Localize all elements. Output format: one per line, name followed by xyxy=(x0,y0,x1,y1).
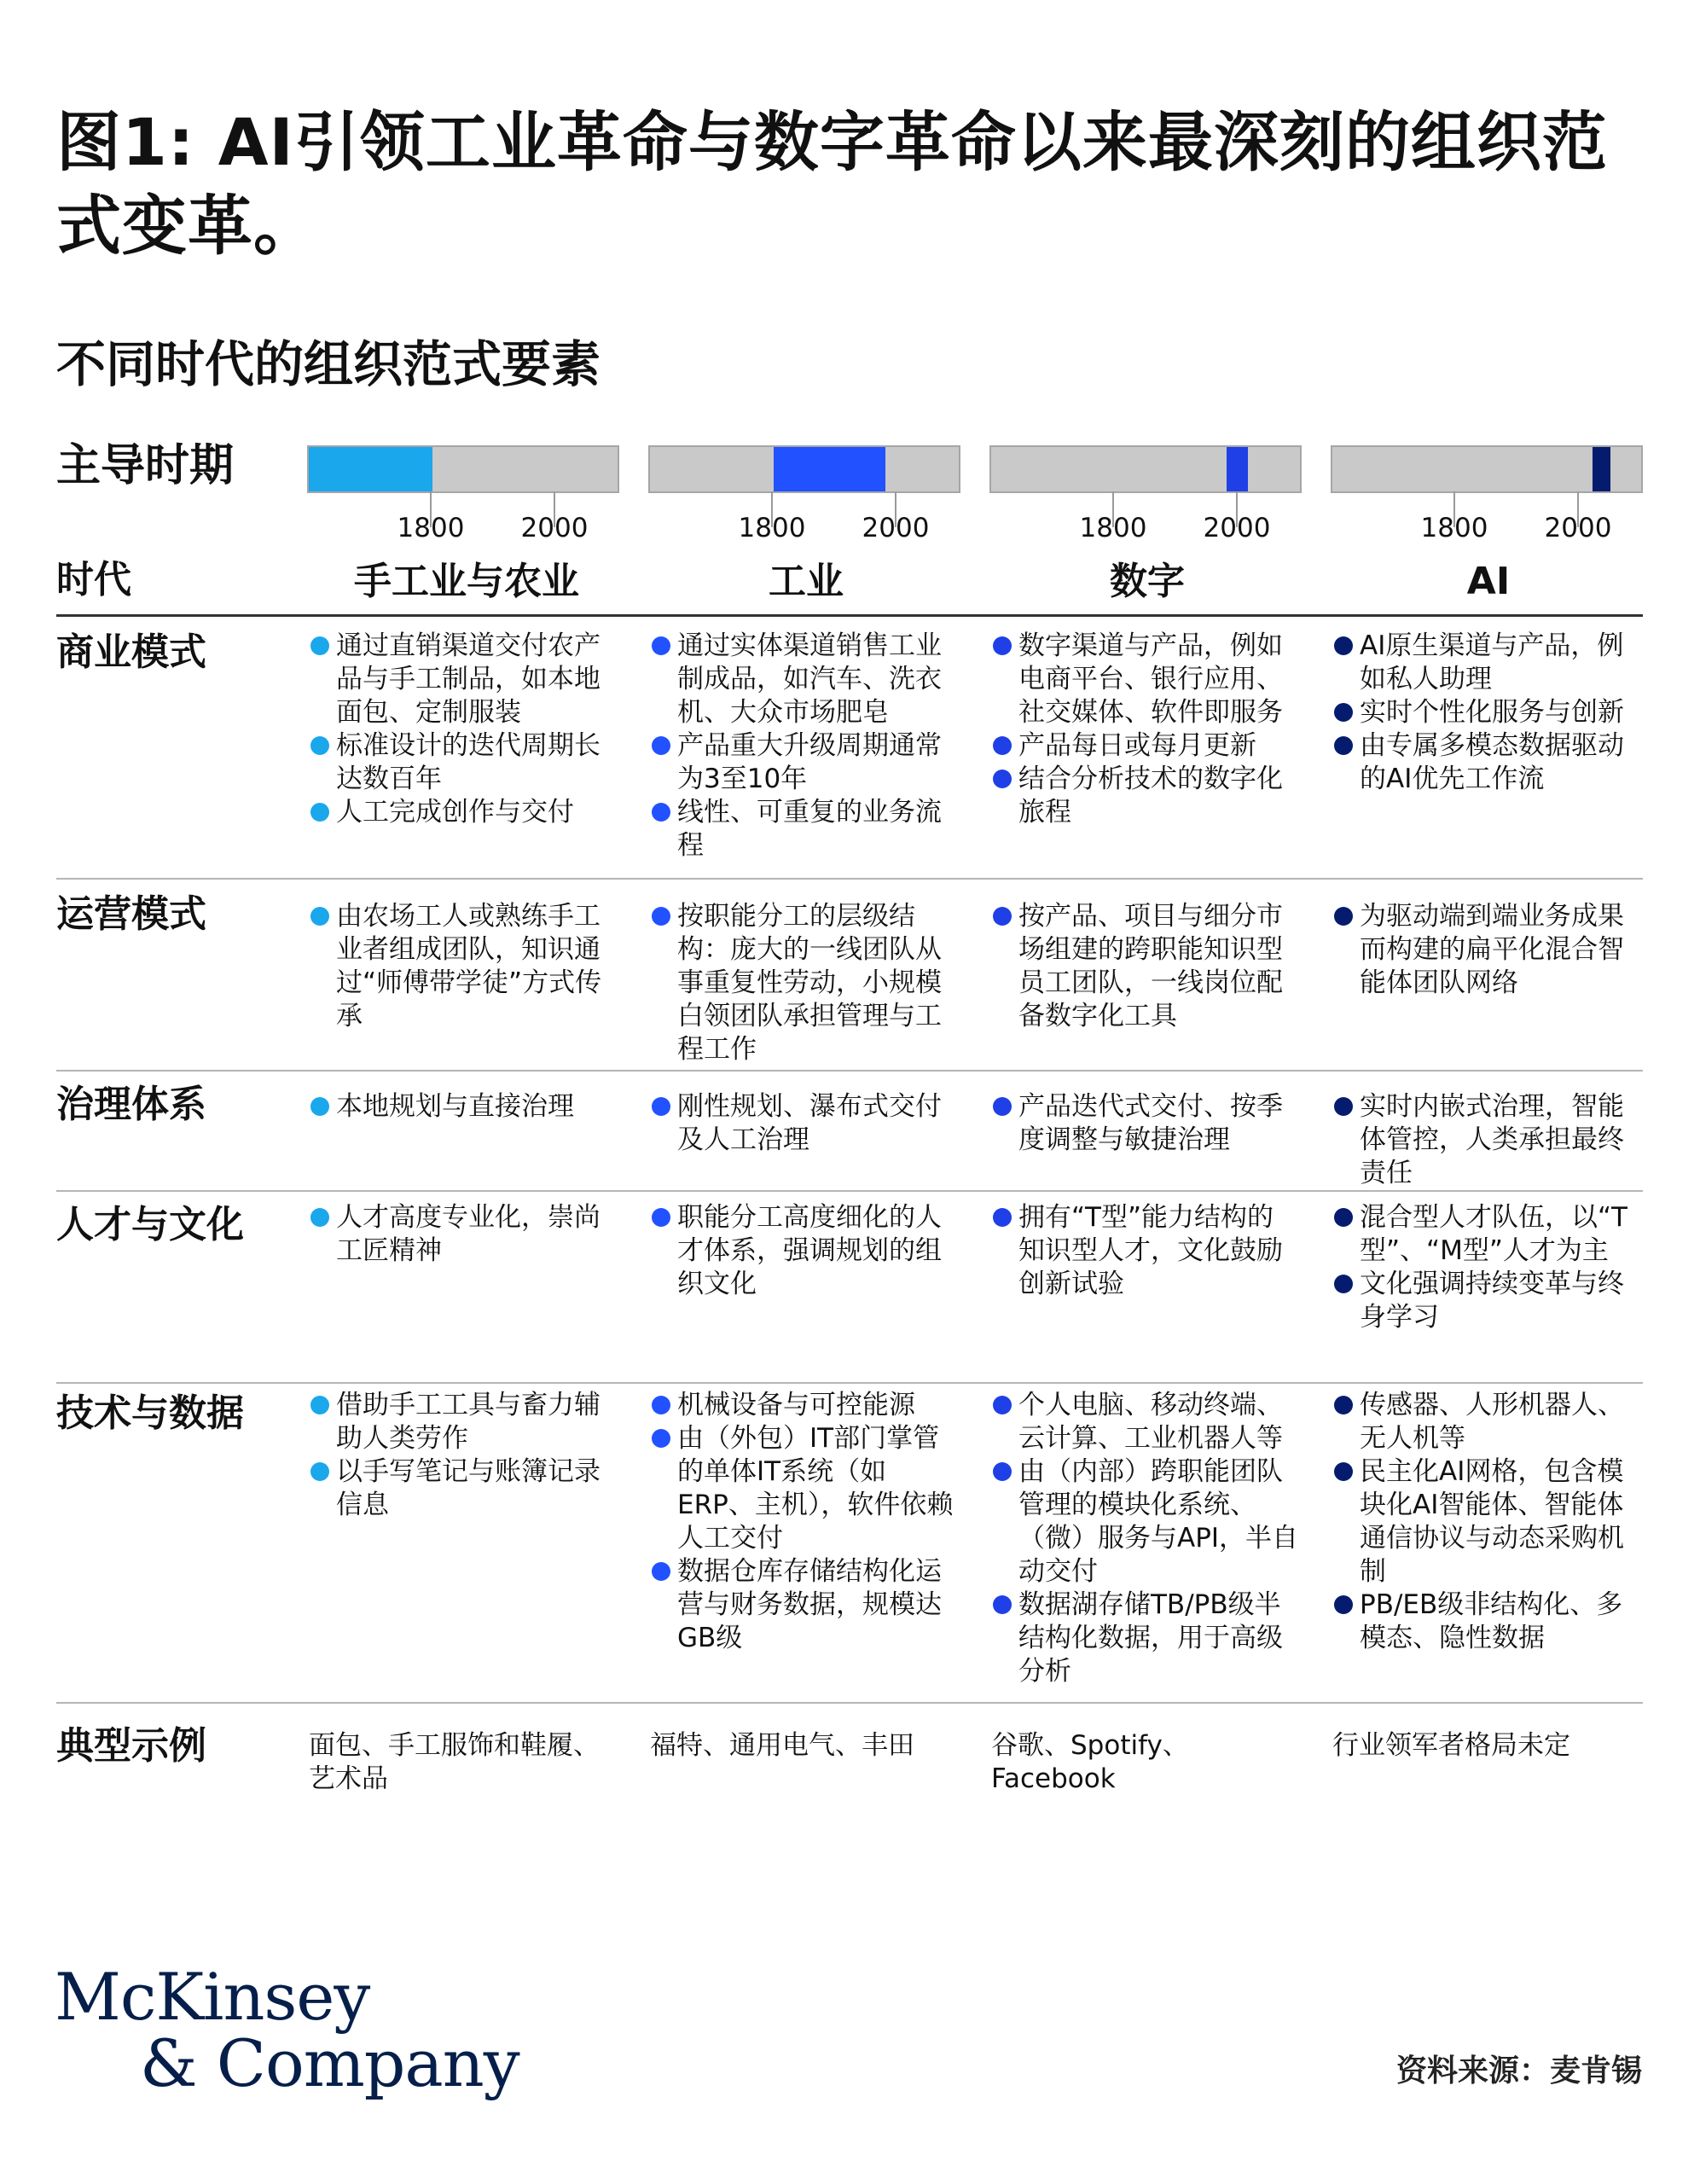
timeline-bar xyxy=(989,445,1302,493)
bullet-dot-icon xyxy=(1334,1097,1353,1116)
bullet-dot-icon xyxy=(310,907,329,926)
bullet-text: 通过直销渠道交付农产品与手工制品，如本地面包、定制服装 xyxy=(336,630,601,728)
timeline-bar xyxy=(1331,445,1643,493)
grid-cell-industrial xyxy=(650,630,959,863)
timeline-year-label: 2000 xyxy=(862,513,930,543)
dominant-period-segment xyxy=(774,447,885,491)
bullet-text: 标准设计的迭代周期长达数百年 xyxy=(336,730,601,794)
bullet-item xyxy=(309,630,618,729)
example-ai: 行业领军者格局未定 xyxy=(1332,1730,1570,1761)
bullet-item xyxy=(309,1455,618,1522)
bullet-dot-icon xyxy=(310,1396,329,1414)
bullet-item xyxy=(650,796,959,863)
era-label: 时代 xyxy=(56,558,131,601)
bullet-item xyxy=(991,1201,1300,1301)
bullet-item xyxy=(1332,1455,1641,1589)
bullet-dot-icon xyxy=(993,1208,1012,1227)
bullet-item xyxy=(309,1389,618,1455)
bullet-text: 以手写笔记与账簿记录信息 xyxy=(336,1456,601,1520)
bullet-item xyxy=(1332,1268,1641,1334)
example-industrial: 福特、通用电气、丰田 xyxy=(650,1730,914,1761)
bullet-text: 个人电脑、移动终端、云计算、工业机器人等 xyxy=(1018,1390,1283,1454)
bullet-text: 混合型人才队伍，以“T型”、“M型”人才为主 xyxy=(1360,1202,1627,1266)
bullet-list xyxy=(991,1201,1300,1301)
dominant-period-segment xyxy=(309,447,432,491)
bullet-text: 通过实体渠道销售工业制成品，如汽车、洗衣机、大众市场肥皂 xyxy=(677,630,942,728)
row-label-operating-model: 运营模式 xyxy=(56,892,206,936)
bullet-text: AI原生渠道与产品，例如私人助理 xyxy=(1360,630,1624,694)
grid-cell-digital xyxy=(991,900,1300,1033)
row-label-business-model: 商业模式 xyxy=(56,630,206,674)
bullet-dot-icon xyxy=(310,736,329,755)
bullet-list xyxy=(309,630,618,829)
era-heading-industrial: 工业 xyxy=(769,560,844,603)
grid-cell-industrial xyxy=(650,1201,959,1301)
bullet-list xyxy=(1332,900,1641,1000)
bullet-dot-icon xyxy=(652,636,670,655)
bullet-item xyxy=(991,1090,1300,1157)
bullet-text: 数字渠道与产品，例如电商平台、银行应用、社交媒体、软件即服务 xyxy=(1018,630,1283,728)
era-heading-ai: AI xyxy=(1466,560,1511,603)
bullet-dot-icon xyxy=(993,907,1012,926)
grid-cell-artisan xyxy=(309,630,618,829)
bullet-dot-icon xyxy=(993,1462,1012,1481)
bullet-list xyxy=(650,900,959,1066)
example-artisan: 面包、手工服饰和鞋履、艺术品 xyxy=(309,1730,600,1794)
bullet-text: 传感器、人形机器人、无人机等 xyxy=(1360,1390,1624,1454)
bullet-item xyxy=(991,1455,1300,1589)
timeline-year-label: 1800 xyxy=(1420,513,1488,543)
bullet-item xyxy=(309,1201,618,1268)
bullet-item xyxy=(309,796,618,829)
bullet-item xyxy=(991,900,1300,1033)
bullet-text: 产品重大升级周期通常为3至10年 xyxy=(677,730,942,794)
grid-cell-ai xyxy=(1332,630,1641,796)
bullet-text: 拥有“T型”能力结构的知识型人才，文化鼓励创新试验 xyxy=(1018,1202,1283,1299)
bullet-text: 借助手工工具与畜力辅助人类劳作 xyxy=(336,1390,601,1454)
header-divider xyxy=(56,614,1643,617)
era-heading-digital: 数字 xyxy=(1110,560,1185,603)
bullet-list xyxy=(1332,630,1641,796)
bullet-list xyxy=(650,1389,959,1655)
bullet-text: 由（外包）IT部门掌管的单体IT系统（如ERP、主机），软件依赖人工交付 xyxy=(677,1423,954,1554)
timeline-year-label: 2000 xyxy=(520,513,589,543)
bullet-dot-icon xyxy=(993,1396,1012,1414)
logo-line-2: & Company xyxy=(140,2025,519,2101)
bullet-dot-icon xyxy=(310,1208,329,1227)
bullet-dot-icon xyxy=(993,736,1012,755)
bullet-list xyxy=(1332,1389,1641,1655)
bullet-item xyxy=(309,1090,618,1124)
bullet-dot-icon xyxy=(1334,1396,1353,1414)
bullet-item xyxy=(1332,1589,1641,1655)
grid-cell-artisan xyxy=(309,1389,618,1522)
bullet-text: 为驱动端到端业务成果而构建的扁平化混合智能体团队网络 xyxy=(1360,901,1624,998)
bullet-list xyxy=(650,1090,959,1157)
bullet-list xyxy=(991,1389,1300,1688)
bullet-item xyxy=(1332,900,1641,1000)
bullet-dot-icon xyxy=(310,636,329,655)
grid-cell-industrial xyxy=(650,1090,959,1157)
row-divider xyxy=(56,1070,1643,1072)
bullet-text: 人才高度专业化，崇尚工匠精神 xyxy=(336,1202,601,1266)
bullet-dot-icon xyxy=(1334,703,1353,722)
logo-line-1: McKinsey xyxy=(55,1959,370,2035)
bullet-text: 职能分工高度细化的人才体系，强调规划的组织文化 xyxy=(677,1202,942,1299)
bullet-item xyxy=(1332,1090,1641,1190)
grid-cell-digital xyxy=(991,1201,1300,1301)
bullet-item xyxy=(650,630,959,729)
bullet-item xyxy=(650,900,959,1066)
bullet-dot-icon xyxy=(1334,636,1353,655)
dominant-period-segment xyxy=(1593,447,1611,491)
row-label-talent-culture: 人才与文化 xyxy=(56,1203,244,1246)
bullet-dot-icon xyxy=(652,1208,670,1227)
bullet-item xyxy=(650,1389,959,1422)
bullet-dot-icon xyxy=(1334,1275,1353,1293)
bullet-dot-icon xyxy=(1334,907,1353,926)
row-label-examples: 典型示例 xyxy=(56,1724,206,1768)
bullet-text: 按职能分工的层级结构：庞大的一线团队从事重复性劳动，小规模白领团队承担管理与工程工作 xyxy=(677,901,942,1065)
bullet-dot-icon xyxy=(652,803,670,822)
bullet-text: 实时个性化服务与创新 xyxy=(1360,697,1624,728)
bullet-item xyxy=(991,1589,1300,1688)
bullet-text: PB/EB级非结构化、多模态、隐性数据 xyxy=(1360,1589,1623,1653)
grid-cell-artisan xyxy=(309,1201,618,1268)
example-digital: 谷歌、Spotify、Facebook xyxy=(991,1730,1189,1794)
period-label: 主导时期 xyxy=(56,440,235,491)
row-divider xyxy=(56,1382,1643,1384)
row-label-governance: 治理体系 xyxy=(56,1083,206,1126)
bullet-item xyxy=(650,1201,959,1301)
bullet-item xyxy=(650,1422,959,1555)
bullet-item xyxy=(1332,1201,1641,1268)
bullet-text: 按产品、项目与细分市场组建的跨职能知识型员工团队，一线岗位配备数字化工具 xyxy=(1018,901,1283,1031)
bullet-list xyxy=(991,630,1300,829)
bullet-item xyxy=(991,729,1300,763)
bullet-dot-icon xyxy=(993,1595,1012,1614)
bullet-dot-icon xyxy=(310,803,329,822)
bullet-dot-icon xyxy=(310,1462,329,1481)
bullet-text: 数据仓库存储结构化运营与财务数据，规模达GB级 xyxy=(677,1556,942,1653)
row-divider xyxy=(56,1702,1643,1704)
timeline-year-label: 2000 xyxy=(1203,513,1271,543)
bullet-dot-icon xyxy=(993,1097,1012,1116)
bullet-text: 数据湖存储TB/PB级半结构化数据，用于高级分析 xyxy=(1018,1589,1283,1687)
grid-cell-artisan xyxy=(309,1090,618,1124)
bullet-dot-icon xyxy=(652,736,670,755)
timeline-year-label: 2000 xyxy=(1544,513,1612,543)
bullet-dot-icon xyxy=(993,770,1012,788)
bullet-dot-icon xyxy=(652,1429,670,1448)
source-note: 资料来源：麦肯锡 xyxy=(1395,2053,1642,2088)
bullet-text: 产品每日或每月更新 xyxy=(1018,730,1256,761)
bullet-text: 民主化AI网格，包含模块化AI智能体、智能体通信协议与动态采购机制 xyxy=(1360,1456,1624,1587)
bullet-dot-icon xyxy=(652,1396,670,1414)
bullet-dot-icon xyxy=(1334,1208,1353,1227)
row-divider xyxy=(56,878,1643,880)
bullet-dot-icon xyxy=(310,1097,329,1116)
bullet-dot-icon xyxy=(652,1097,670,1116)
grid-cell-industrial xyxy=(650,900,959,1066)
bullet-dot-icon xyxy=(652,1562,670,1581)
bullet-list xyxy=(650,1201,959,1301)
timeline-year-label: 1800 xyxy=(397,513,465,543)
bullet-item xyxy=(1332,630,1641,696)
era-heading-artisan: 手工业与农业 xyxy=(354,560,579,603)
bullet-list xyxy=(650,630,959,863)
timeline-bar xyxy=(307,445,619,493)
bullet-dot-icon xyxy=(1334,1595,1353,1614)
bullet-list xyxy=(309,1090,618,1124)
bullet-item xyxy=(309,729,618,796)
bullet-item xyxy=(991,1389,1300,1455)
bullet-list xyxy=(991,900,1300,1033)
bullet-dot-icon xyxy=(1334,1462,1353,1481)
bullet-list xyxy=(309,1201,618,1268)
bullet-list xyxy=(309,900,618,1033)
bullet-text: 由（内部）跨职能团队管理的模块化系统、（微）服务与API，半自动交付 xyxy=(1018,1456,1299,1587)
bullet-item xyxy=(991,630,1300,729)
timeline-year-label: 1800 xyxy=(738,513,806,543)
bullet-text: 人工完成创作与交付 xyxy=(336,797,574,828)
grid-cell-digital xyxy=(991,1090,1300,1157)
dominant-period-segment xyxy=(1227,447,1248,491)
bullet-text: 实时内嵌式治理，智能体管控，人类承担最终责任 xyxy=(1360,1091,1624,1188)
bullet-list xyxy=(1332,1090,1641,1190)
grid-cell-industrial xyxy=(650,1389,959,1655)
grid-cell-ai xyxy=(1332,1201,1641,1334)
bullet-text: 由农场工人或熟练手工业者组成团队，知识通过“师傅带学徒”方式传承 xyxy=(336,901,602,1031)
mckinsey-logo xyxy=(55,1959,519,2101)
bullet-item xyxy=(1332,1389,1641,1455)
bullet-list xyxy=(309,1389,618,1522)
bullet-item xyxy=(991,763,1300,829)
bullet-item xyxy=(1332,696,1641,729)
bullet-list xyxy=(1332,1201,1641,1334)
bullet-text: 产品迭代式交付、按季度调整与敏捷治理 xyxy=(1018,1091,1283,1155)
row-divider xyxy=(56,1190,1643,1192)
bullet-text: 由专属多模态数据驱动的AI优先工作流 xyxy=(1360,730,1624,794)
bullet-text: 机械设备与可控能源 xyxy=(677,1390,915,1420)
grid-cell-artisan xyxy=(309,900,618,1033)
bullet-dot-icon xyxy=(1334,736,1353,755)
bullet-item xyxy=(1332,729,1641,796)
grid-cell-ai xyxy=(1332,1090,1641,1190)
bullet-dot-icon xyxy=(993,636,1012,655)
chart-subtitle: 不同时代的组织范式要素 xyxy=(56,335,601,393)
timeline-year-label: 1800 xyxy=(1079,513,1147,543)
timeline-bar xyxy=(648,445,960,493)
bullet-item xyxy=(650,729,959,796)
bullet-item xyxy=(650,1555,959,1655)
bullet-item xyxy=(650,1090,959,1157)
bullet-item xyxy=(309,900,618,1033)
bullet-text: 结合分析技术的数字化旅程 xyxy=(1018,764,1283,828)
bullet-text: 线性、可重复的业务流程 xyxy=(677,797,942,861)
grid-cell-digital xyxy=(991,1389,1300,1688)
row-label-tech-data: 技术与数据 xyxy=(56,1391,244,1435)
bullet-dot-icon xyxy=(652,907,670,926)
bullet-text: 本地规划与直接治理 xyxy=(336,1091,574,1122)
grid-cell-ai xyxy=(1332,1389,1641,1655)
bullet-text: 刚性规划、瀑布式交付及人工治理 xyxy=(677,1091,942,1155)
grid-cell-digital xyxy=(991,630,1300,829)
bullet-text: 文化强调持续变革与终身学习 xyxy=(1360,1269,1624,1333)
bullet-list xyxy=(991,1090,1300,1157)
page-title: 图1: AI引领工业革命与数字革命以来最深刻的组织范式变革。 xyxy=(56,104,1608,264)
grid-cell-ai xyxy=(1332,900,1641,1000)
